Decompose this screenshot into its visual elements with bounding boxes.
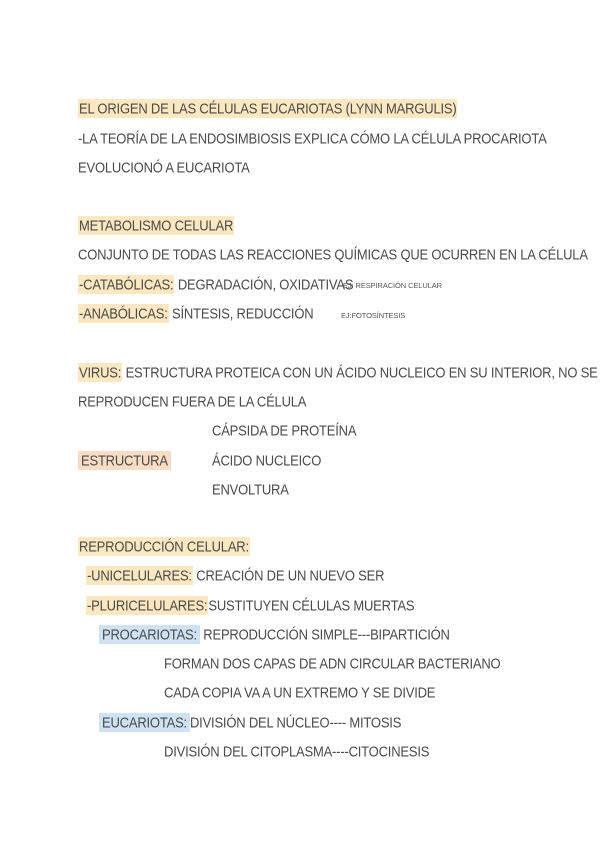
anabolic-row (78, 302, 313, 327)
structure-label: ESTRUCTURA (78, 451, 171, 470)
virus-row (78, 361, 598, 386)
catabolic-text: DEGRADACIÓN, OXIDATIVAS (174, 276, 354, 293)
eukaryote-line-2: DIVISIÓN DEL CITOPLASMA----CITOCINESIS (164, 743, 430, 760)
catabolic-row (78, 273, 353, 298)
virus-label: VIRUS: (79, 364, 122, 381)
structure-heading (78, 449, 171, 474)
pluricellular-row (86, 594, 414, 619)
metabolism-definition: CONJUNTO DE TODAS LAS REACCIONES QUÍMICAS QUE OCURREN EN LA CÉLULA (78, 246, 588, 263)
reproduction-title: REPRODUCCIÓN CELULAR: (79, 538, 249, 555)
virus-text-1: ESTRUCTURA PROTEICA CON UN ÁCIDO NUCLEICO EN SU INTERIOR, NO SE (122, 364, 598, 381)
prokaryote-label: PROCARIOTAS: (99, 625, 200, 644)
anabolic-label: -ANABÓLICAS: (79, 305, 168, 322)
virus-text-2: REPRODUCEN FUERA DE LA CÉLULA (78, 393, 307, 410)
prokaryote-line-2: FORMAN DOS CAPAS DE ADN CIRCULAR BACTERIANO (164, 655, 501, 672)
prokaryote-row (99, 623, 450, 648)
prokaryote-line-3: CADA COPIA VA A UN EXTREMO Y SE DIVIDE (164, 684, 436, 701)
structure-item: ENVOLTURA (212, 481, 289, 498)
prokaryote-line-1: REPRODUCCIÓN SIMPLE---BIPARTICIÓN (199, 626, 450, 643)
metabolism-heading (78, 214, 234, 239)
origin-line-1: -LA TEORÍA DE LA ENDOSIMBIOSIS EXPLICA CÓMO LA CÉLULA PROCARIOTA (78, 130, 547, 147)
eukaryote-label: EUCARIOTAS: (99, 713, 190, 732)
origin-line-2: EVOLUCIONÓ A EUCARIOTA (78, 159, 250, 176)
catabolic-label: -CATABÓLICAS: (79, 276, 174, 293)
anabolic-example: EJ:FOTOSÍNTESIS (341, 311, 406, 320)
structure-item: CÁPSIDA DE PROTEÍNA (212, 422, 357, 439)
unicellular-text: CREACIÓN DE UN NUEVO SER (192, 567, 385, 584)
catabolic-example: EJ: RESPIRACIÓN CELULAR (343, 281, 442, 290)
eukaryote-line-1: DIVISIÓN DEL NÚCLEO---- MITOSIS (189, 714, 402, 731)
origin-heading (78, 97, 457, 122)
eukaryote-row (99, 711, 401, 736)
origin-title: EL ORIGEN DE LAS CÉLULAS EUCARIOTAS (LYNN MARGULIS) (79, 100, 457, 117)
reproduction-heading (78, 535, 250, 560)
unicellular-label: -UNICELULARES: (87, 567, 192, 584)
unicellular-row (86, 564, 384, 589)
anabolic-text: SÍNTESIS, REDUCCIÓN (168, 305, 314, 322)
pluricellular-text: SUSTITUYEN CÉLULAS MUERTAS (208, 597, 415, 614)
pluricellular-label: -PLURICELULARES: (87, 597, 208, 614)
metabolism-title: METABOLISMO CELULAR (79, 217, 234, 234)
structure-item: ÁCIDO NUCLEICO (212, 452, 322, 469)
